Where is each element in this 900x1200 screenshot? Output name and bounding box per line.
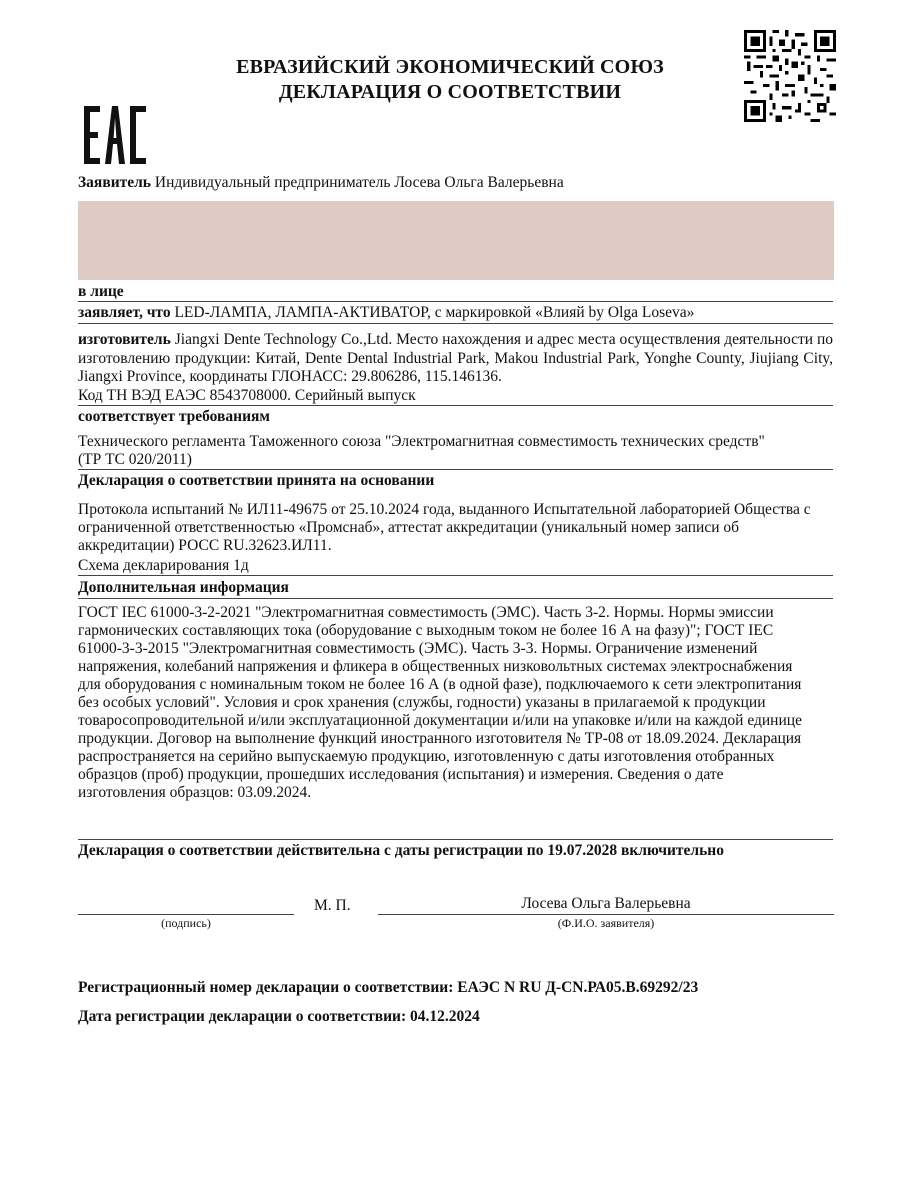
in-person-label: в лице	[78, 283, 124, 300]
applicant-label: Заявитель	[78, 174, 152, 191]
additional-heading: Дополнительная информация	[78, 579, 289, 596]
additional-text: ГОСТ IEC 61000-3-2-2021 "Электромагнитная совместимость (ЭМС). Часть 3-2. Нормы. Нормы эмиссии гармонических составляющих тока (оборудование с выходным током не более 16 А на фазу)"; ГОСТ IEC 61000-3-3-2015 "Электромагнитная совместимость (ЭМС). Часть 3-3. Нормы. Ограничение изменений напряжения, колебаний напряжения и фликера в общественных низковольтных системах электроснабжения для оборудования с номинальным током не более 16 А (в одной фазе), подключаемого к сети электропитания без особых условий". Условия и срок хранения (службы, годности) указаны в прилагаемой к продукции товаросопроводительной и/или эксплуатационной документации и/или на упаковке и/или на каждой единице продукции. Договор на выполнение функций иностранного изготовителя № ТР-08 от 18.09.2024. Декларация распространяется на серийно выпускаемую продукцию, изготовленную с даты изготовления отобранных образцов (проб) продукции, прошедших исследования (испытания) и измерения. Сведения о дате изготовления образцов: 03.09.2024.	[78, 604, 802, 801]
validity-text: Декларация о соответствии действительна с даты регистрации по 19.07.2028 включительно	[78, 842, 724, 859]
redacted-block	[78, 201, 834, 280]
name-caption: (Ф.И.О. заявителя)	[557, 916, 655, 930]
qr-code-icon	[744, 30, 836, 122]
registration-date: Дата регистрации декларации о соответствии: 04.12.2024	[78, 1008, 480, 1025]
manufacturer-value: Jiangxi Dente Technology Co.,Ltd. Место нахождения и адрес места осуществления деятельности по изготовлению продукции: Китай, Dente Dental Industrial Park, Makou Industrial Park, Yonghe County, Jiujiang City, Jiangxi Province, координаты ГЛОНАСС: 29.806286, 115.146136.	[78, 331, 833, 385]
basis-text: Протокола испытаний № ИЛ11-49675 от 25.10.2024 года, выданного Испытательной лабораторией Общества с ограниченной ответственностью «Промснаб», аттестат аккредитации (уникальный номер записи об аккредитации) РОСС RU.32623.ИЛ11.	[78, 501, 811, 554]
applicant-row	[78, 174, 833, 192]
divider	[78, 839, 833, 840]
registration-number: Регистрационный номер декларации о соответствии: ЕАЭС N RU Д-CN.РА05.В.69292/23	[78, 979, 699, 996]
document-title-line2: ДЕКЛАРАЦИЯ О СООТВЕТСТВИИ	[278, 81, 622, 103]
applicant-name: Лосева Ольга Валерьевна	[521, 895, 691, 912]
manufacturer-label: изготовитель	[78, 331, 171, 348]
signature-caption: (подпись)	[161, 916, 211, 930]
basis-heading: Декларация о соответствии принята на основании	[78, 472, 435, 489]
document-title-line1: ЕВРАЗИЙСКИЙ ЭКОНОМИЧЕСКИЙ СОЮЗ	[236, 56, 664, 78]
divider	[78, 405, 833, 406]
stamp-placeholder: М. П.	[314, 897, 351, 914]
divider	[78, 323, 833, 324]
name-line	[378, 914, 834, 915]
divider	[78, 575, 833, 576]
declaration-scheme: Схема декларирования 1д	[78, 557, 249, 574]
declares-label: заявляет, что	[78, 304, 171, 321]
applicant-value: Индивидуальный предприниматель Лосева Ольга Валерьевна	[154, 174, 564, 191]
requirements-text: Технического регламента Таможенного союза "Электромагнитная совместимость технических средств" (ТР ТС 020/2011)	[78, 433, 765, 468]
divider	[78, 469, 833, 470]
eac-logo	[82, 104, 148, 166]
divider	[78, 598, 833, 599]
product-code: Код ТН ВЭД ЕАЭС 8543708000. Серийный выпуск	[78, 387, 416, 404]
declares-row	[78, 304, 833, 322]
signature-line	[78, 914, 294, 915]
declares-value: LED-ЛАМПА, ЛАМПА-АКТИВАТОР, с маркировкой «Влияй by Olga Loseva»	[174, 304, 695, 321]
divider	[78, 301, 833, 302]
manufacturer-row	[78, 331, 833, 387]
requirements-heading: соответствует требованиям	[78, 408, 270, 425]
